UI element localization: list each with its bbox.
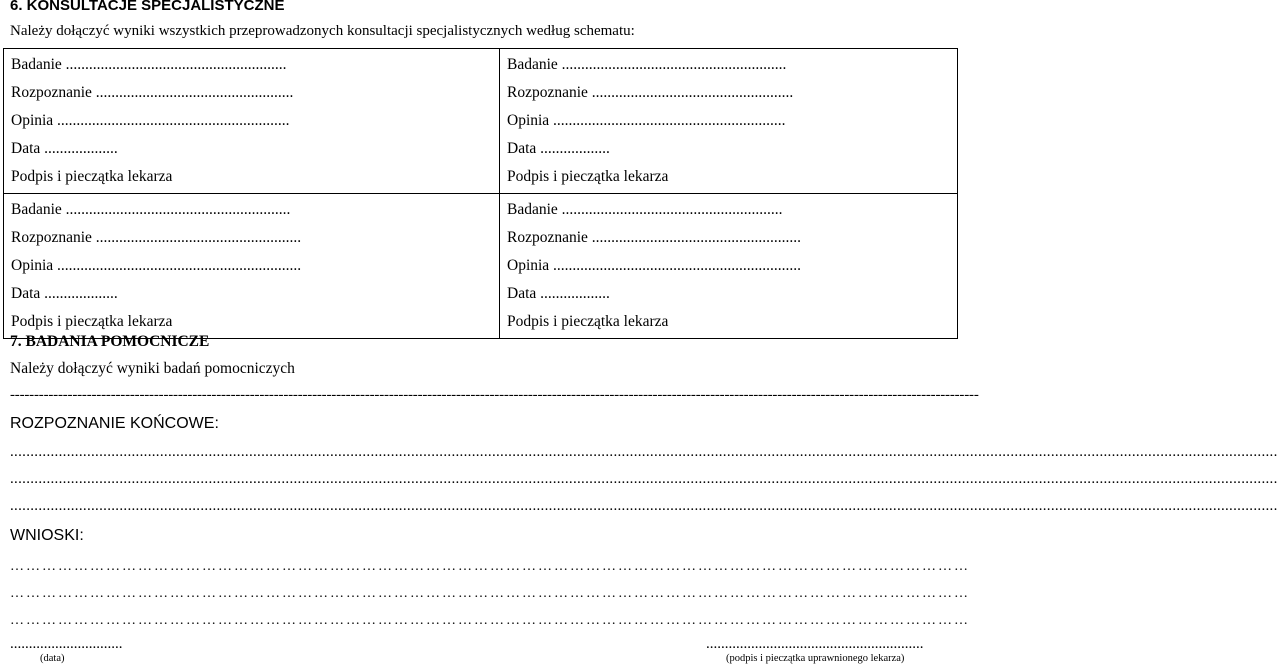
opinion-line[interactable]: Opinia ............................................................ xyxy=(507,112,786,129)
opinion-line[interactable]: Opinia ................................................................ xyxy=(507,257,802,274)
examination-line[interactable]: Badanie ......................................................... xyxy=(11,56,287,73)
opinion-line[interactable]: Opinia ............................................................ xyxy=(11,112,290,129)
doctor-signature-label: Podpis i pieczątka lekarza xyxy=(507,313,669,330)
diagnosis-line[interactable]: Rozpoznanie ...................................................... xyxy=(507,229,802,246)
consultations-row xyxy=(4,49,958,194)
conclusions-line[interactable]: ……………………………………………………………………………………………………………………………………………………………… xyxy=(10,586,970,601)
opinion-line[interactable]: Opinia ............................................................... xyxy=(11,257,302,274)
physician-signature-line[interactable]: .......................................................... xyxy=(706,636,924,652)
section-6-heading: 6. KONSULTACJE SPECJALISTYCZNE xyxy=(10,0,285,14)
diagnosis-line[interactable]: Rozpoznanie ................................................... xyxy=(11,84,294,101)
consultations-row xyxy=(4,194,958,339)
section-7-heading: 7. BADANIA POMOCNICZE xyxy=(10,333,210,350)
final-diagnosis-line[interactable]: ......................................................................................................................................................................................................................................................................................................................... xyxy=(10,444,1278,460)
section-7-instruction: Należy dołączyć wyniki badań pomocniczych xyxy=(10,360,295,377)
doctor-signature-label: Podpis i pieczątka lekarza xyxy=(11,168,173,185)
final-diagnosis-line[interactable]: ......................................................................................................................................................................................................................................................................................................................... xyxy=(10,471,1278,487)
examination-line[interactable]: Badanie .......................................................... xyxy=(507,56,787,73)
dashed-separator: ---------------------------------------------------------------------------------------------------------------------------------------------------------------------------------------------------------- xyxy=(10,387,979,403)
examination-line[interactable]: Badanie .......................................................... xyxy=(11,201,291,218)
section-6-instruction: Należy dołączyć wyniki wszystkich przeprowadzonych konsultacji specjalistycznych według schematu: xyxy=(10,23,635,39)
date-line[interactable]: Data .................. xyxy=(507,140,610,157)
conclusions-line[interactable]: ……………………………………………………………………………………………………………………………………………………………… xyxy=(10,613,970,628)
diagnosis-line[interactable]: Rozpoznanie ..................................................... xyxy=(11,229,302,246)
date-line[interactable]: Data ................... xyxy=(11,285,118,302)
doctor-signature-label: Podpis i pieczątka lekarza xyxy=(507,168,669,185)
examination-line[interactable]: Badanie ......................................................... xyxy=(507,201,783,218)
physician-signature-caption: (podpis i pieczątka uprawnionego lekarza) xyxy=(726,653,905,664)
final-diagnosis-line[interactable]: ......................................................................................................................................................................................................................................................................................................................... xyxy=(10,498,1278,514)
consultation-block xyxy=(500,194,958,339)
conclusions-heading: WNIOSKI: xyxy=(10,527,84,544)
doctor-signature-label: Podpis i pieczątka lekarza xyxy=(11,313,173,330)
consultation-block xyxy=(4,194,500,339)
consultation-block xyxy=(500,49,958,194)
date-line[interactable]: Data .................. xyxy=(507,285,610,302)
consultation-block xyxy=(4,49,500,194)
final-diagnosis-heading: ROZPOZNANIE KOŃCOWE: xyxy=(10,415,219,432)
consultations-table xyxy=(3,48,958,339)
diagnosis-line[interactable]: Rozpoznanie .................................................... xyxy=(507,84,794,101)
conclusions-line[interactable]: ……………………………………………………………………………………………………………………………………………………………… xyxy=(10,559,970,574)
date-line[interactable]: Data ................... xyxy=(11,140,118,157)
date-caption: (data) xyxy=(40,653,65,664)
date-signature-line[interactable]: .............................. xyxy=(10,636,123,652)
